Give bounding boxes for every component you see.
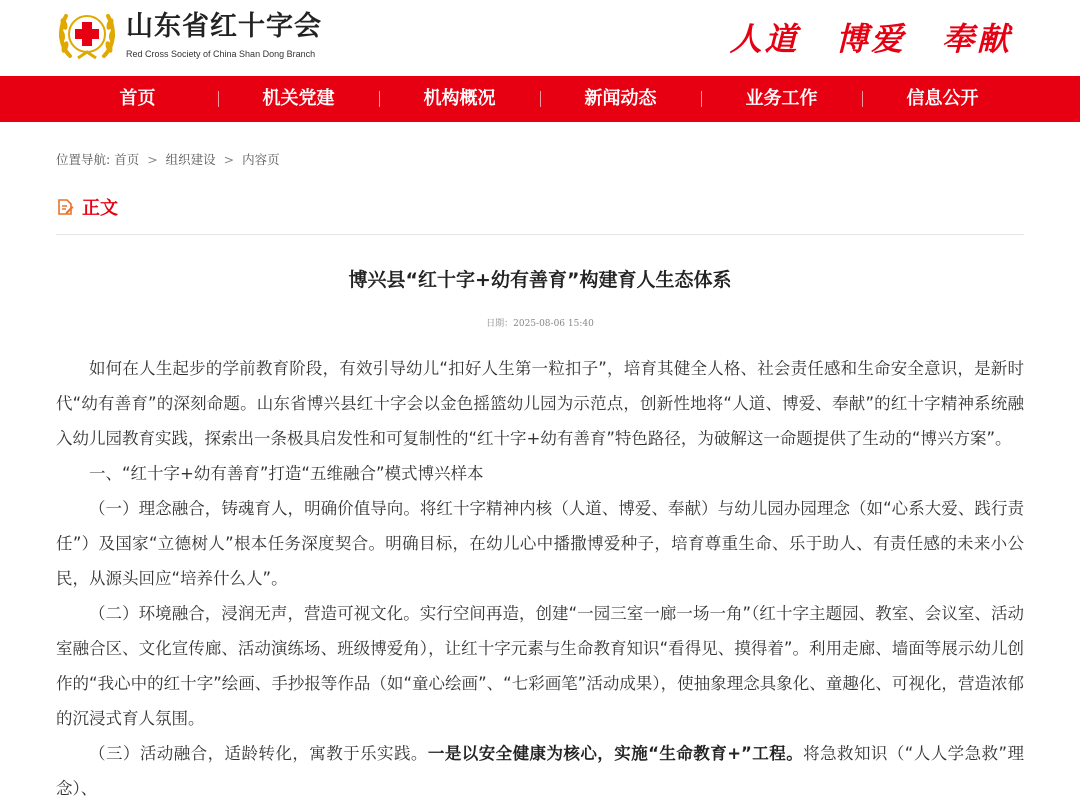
- breadcrumb: [56, 122, 1024, 168]
- breadcrumb-current: 内容页: [242, 152, 280, 167]
- nav-item-business[interactable]: 业务工作: [701, 76, 862, 122]
- nav-item-organization[interactable]: 机构概况: [379, 76, 540, 122]
- red-cross-emblem-icon: [56, 4, 118, 66]
- section-header: [56, 194, 1024, 235]
- nav-item-info-disclosure[interactable]: 信息公开: [862, 76, 1023, 122]
- article-paragraph: 如何在人生起步的学前教育阶段，有效引导幼儿“扣好人生第一粒扣子”，培育其健全人格、社会责任感和生命安全意识，是新时代“幼有善育”的深刻命题。山东省博兴县红十字会以金色摇篮幼儿园为示范点，创新性地将“人道、博爱、奉献”的红十字精神系统融入幼儿园教育实践，探索出一条极具启发性和可复制性的“红十字+幼有善育”特色路径，为破解这一命题提供了生动的“博兴方案”。: [56, 359, 1024, 448]
- nav-item-home[interactable]: 首页: [119, 88, 156, 109]
- breadcrumb-separator: >: [147, 152, 158, 167]
- logo-text: [126, 11, 322, 59]
- main-content: [56, 122, 1024, 806]
- slogan-word: 博爱: [835, 20, 906, 58]
- slogan: [730, 14, 1012, 60]
- article-paragraph: （二）环境融合，浸润无声，营造可视文化。实行空间再造，创建“一园三室一廊一场一角”（红十字主题园、教室、会议室、活动室融合区、文化宣传廊、活动演练场、班级博爱角），让红十字元素与生命教育知识“看得见、摸得着”。利用走廊、墙面等展示幼儿创作的“我心中的红十字”绘画、手抄报等作品（如“童心绘画”、“七彩画笔”活动成果），使抽象理念具象化、童趣化、可视化，营造浓郁的沉浸式育人氛围。: [56, 604, 1024, 728]
- breadcrumb-prefix: 位置导航:: [56, 152, 111, 167]
- breadcrumb-home[interactable]: 首页: [114, 152, 140, 167]
- article-body: [56, 351, 1024, 806]
- document-edit-icon: [56, 198, 74, 216]
- nav-item-party-building[interactable]: 机关党建: [218, 76, 379, 122]
- nav-item-news[interactable]: 新闻动态: [540, 76, 701, 122]
- slogan-word: 奉献: [941, 20, 1012, 58]
- breadcrumb-separator: >: [223, 152, 235, 167]
- article-date: 日期：2025-08-06 15:40: [486, 319, 594, 329]
- slogan-word: 人道: [729, 20, 800, 58]
- paragraph-bold: 一是以安全健康为核心，实施“生命教育+”工程。: [427, 744, 804, 763]
- article-heading: 一、“红十字+幼有善育”打造“五维融合”模式博兴样本: [89, 464, 484, 483]
- logo-chinese-name: 山东省红十字会: [126, 11, 322, 42]
- main-nav: [0, 76, 1080, 122]
- breadcrumb-category[interactable]: 组织建设: [165, 152, 216, 167]
- paragraph-lead: （三）活动融合，适龄转化，寓教于乐实践。: [89, 744, 428, 763]
- article-title: 博兴县“红十字+幼有善育”构建育人生态体系: [348, 269, 732, 291]
- site-logo[interactable]: [56, 4, 322, 66]
- article-paragraph: （一）理念融合，铸魂育人，明确价值导向。将红十字精神内核（人道、博爱、奉献）与幼儿园办园理念（如“心系大爱、践行责任”）及国家“立德树人”根本任务深度契合。明确目标，在幼儿心中播撒博爱种子，培育尊重生命、乐于助人、有责任感的未来小公民，从源头回应“培养什么人”。: [56, 499, 1024, 588]
- paragraph-tail: 将急救知识（“人人学急救”理念）、: [56, 744, 1024, 798]
- section-title: 正文: [82, 198, 118, 219]
- logo-english-name: Red Cross Society of China Shan Dong Branch: [126, 49, 316, 59]
- site-header: [0, 0, 1080, 76]
- article-paragraph: [56, 736, 1024, 806]
